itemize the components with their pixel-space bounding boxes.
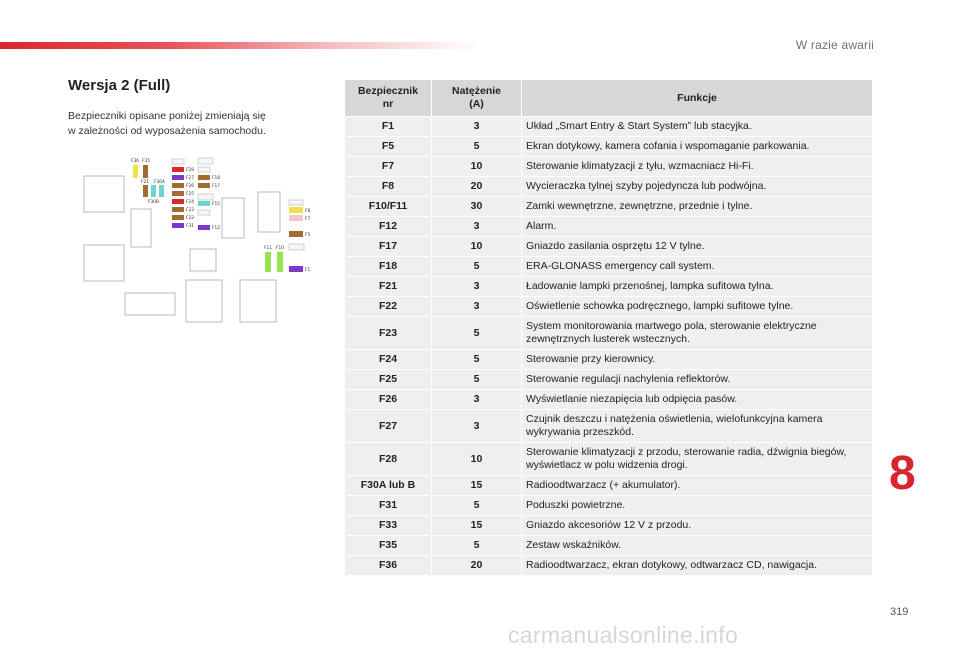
table-row — [345, 370, 873, 390]
fuse-amperage: 3 — [432, 117, 522, 137]
fuse-number: F8 — [345, 177, 432, 197]
diagram-slot — [289, 200, 303, 205]
fuse-amperage: 3 — [432, 297, 522, 317]
fuse-function: Radioodtwarzacz, ekran dotykowy, odtwarzacz CD, nawigacja. — [522, 556, 873, 576]
fuse-function: Oświetlenie schowka podręcznego, lampki sufitowe tylne. — [522, 297, 873, 317]
fuse-number: F23 — [345, 317, 432, 350]
fuse-function: Wyświetlanie niezapięcia lub odpięcia pasów. — [522, 390, 873, 410]
fuse-amperage: 5 — [432, 536, 522, 556]
intro-line: Bezpieczniki opisane poniżej zmieniają się — [68, 110, 266, 122]
fuse-label: F26 — [186, 184, 194, 189]
fuse-amperage: 10 — [432, 443, 522, 476]
fuse-function: Sterowanie przy kierownicy. — [522, 350, 873, 370]
fuse-f12 — [198, 225, 210, 230]
diagram-slot — [125, 293, 175, 315]
fuse-f25 — [172, 191, 184, 196]
fuse-function: Zamki wewnętrzne, zewnętrzne, przednie i tylne. — [522, 197, 873, 217]
fuse-amperage: 3 — [432, 277, 522, 297]
table-row — [345, 257, 873, 277]
fuse-f10 — [277, 252, 283, 272]
table-row — [345, 297, 873, 317]
fuse-number: F27 — [345, 410, 432, 443]
fuse-amperage: 5 — [432, 350, 522, 370]
fuse-function: Gniazdo akcesoriów 12 V z przodu. — [522, 516, 873, 536]
table-row — [345, 476, 873, 496]
fuse-number: F36 — [345, 556, 432, 576]
table-row — [345, 237, 873, 257]
diagram-slot — [222, 198, 244, 238]
fuse-label: F8 — [305, 209, 311, 214]
section-title: W razie awarii — [795, 38, 874, 52]
diagram-slot — [240, 280, 276, 322]
fuse-label: F25 — [186, 192, 194, 197]
diagram-slot — [84, 176, 124, 212]
fuse-f18 — [198, 175, 210, 180]
fuse-label: F30B — [148, 200, 159, 205]
fuse-label: F1 — [305, 268, 311, 273]
diagram-slot — [190, 249, 216, 271]
fuse-label: F27 — [186, 176, 194, 181]
table-row — [345, 390, 873, 410]
header-functions: Funkcje — [522, 80, 873, 117]
fuse-amperage: 5 — [432, 496, 522, 516]
table-row — [345, 350, 873, 370]
diagram-slot — [131, 209, 151, 247]
table-row — [345, 317, 873, 350]
fuse-f7 — [289, 215, 303, 221]
table-row — [345, 410, 873, 443]
fuse-amperage: 20 — [432, 556, 522, 576]
fuse-f30a — [151, 185, 156, 197]
fuse-f30a — [159, 185, 164, 197]
fuse-number: F7 — [345, 157, 432, 177]
watermark: carmanualsonline.info — [508, 622, 739, 648]
fuse-number: F26 — [345, 390, 432, 410]
fuse-f31 — [172, 223, 184, 228]
page-number: 319 — [890, 606, 909, 618]
table-row — [345, 556, 873, 576]
diagram-slot — [289, 244, 304, 250]
fuse-amperage: 10 — [432, 237, 522, 257]
table-row — [345, 277, 873, 297]
header-fuse: Bezpiecznik nr — [345, 80, 432, 117]
fuse-label: F10 — [276, 246, 284, 251]
fuse-label: F11 — [264, 246, 272, 251]
fuse-function: Czujnik deszczu i natężenia oświetlenia, wielofunkcyjna kamera wykrywania przeszkód. — [522, 410, 873, 443]
fuse-amperage: 5 — [432, 317, 522, 350]
fuse-f5 — [289, 231, 303, 237]
fuse-f35 — [143, 165, 148, 178]
fuse-amperage: 15 — [432, 516, 522, 536]
diagram-slot — [84, 245, 124, 281]
fuse-function: ERA-GLONASS emergency call system. — [522, 257, 873, 277]
fuse-label: F21 — [141, 180, 149, 185]
fuse-f15 — [198, 201, 210, 206]
fuse-number: F28 — [345, 443, 432, 476]
fuse-label: F5 — [305, 233, 311, 238]
fuse-f36 — [133, 165, 138, 178]
diagram-slot — [198, 194, 213, 200]
header-accent-bar — [0, 42, 480, 49]
fuse-number: F10/F11 — [345, 197, 432, 217]
table-row — [345, 536, 873, 556]
fuse-amperage: 5 — [432, 137, 522, 157]
fuse-amperage: 3 — [432, 217, 522, 237]
fuse-number: F33 — [345, 516, 432, 536]
fuse-number: F5 — [345, 137, 432, 157]
fuse-label: F7 — [305, 217, 311, 222]
diagram-slot — [198, 158, 213, 164]
fuse-f8 — [289, 207, 303, 213]
fuse-amperage: 3 — [432, 410, 522, 443]
fuse-table — [344, 79, 873, 576]
fuse-number: F12 — [345, 217, 432, 237]
fuse-number: F1 — [345, 117, 432, 137]
fuse-f11 — [265, 252, 271, 272]
fuse-number: F24 — [345, 350, 432, 370]
fuse-label: F15 — [212, 202, 220, 207]
fuse-function: Sterowanie klimatyzacji z tyłu, wzmacniacz Hi-Fi. — [522, 157, 873, 177]
fuse-label: F23 — [186, 208, 194, 213]
fuse-f17 — [198, 183, 210, 188]
fuse-amperage: 5 — [432, 257, 522, 277]
fuse-label: F35 — [142, 159, 150, 164]
table-header-row — [345, 80, 873, 117]
fuse-function: Sterowanie regulacji nachylenia reflektorów. — [522, 370, 873, 390]
fuse-label: F24 — [186, 200, 194, 205]
fuse-number: F21 — [345, 277, 432, 297]
table-row — [345, 197, 873, 217]
fuse-function: Poduszki powietrzne. — [522, 496, 873, 516]
fuse-function: Gniazdo zasilania osprzętu 12 V tylne. — [522, 237, 873, 257]
fuse-function: System monitorowania martwego pola, sterowanie elektryczne zewnętrznych lusterek wstecznych. — [522, 317, 873, 350]
fuse-label: F17 — [212, 184, 220, 189]
fuse-number: F30A lub B — [345, 476, 432, 496]
fuse-number: F22 — [345, 297, 432, 317]
table-row — [345, 217, 873, 237]
diagram-slot — [172, 159, 184, 164]
fuse-amperage: 15 — [432, 476, 522, 496]
diagram-slot — [198, 167, 210, 172]
fuse-amperage: 3 — [432, 390, 522, 410]
fuse-number: F18 — [345, 257, 432, 277]
fuse-label: F18 — [212, 176, 220, 181]
fuse-box-diagram — [78, 152, 323, 330]
fuse-function: Wycieraczka tylnej szyby pojedyncza lub podwójna. — [522, 177, 873, 197]
fuse-f1 — [289, 266, 303, 272]
page-title: Wersja 2 (Full) — [68, 77, 171, 94]
fuse-number: F17 — [345, 237, 432, 257]
table-row — [345, 157, 873, 177]
table-row — [345, 516, 873, 536]
intro-line: w zależności od wyposażenia samochodu. — [68, 125, 266, 137]
fuse-amperage: 30 — [432, 197, 522, 217]
fuse-f23 — [172, 207, 184, 212]
fuse-label: F30A — [154, 180, 165, 185]
fuse-function: Ładowanie lampki przenośnej, lampka sufitowa tylna. — [522, 277, 873, 297]
fuse-f22 — [172, 215, 184, 220]
fuse-f24 — [172, 199, 184, 204]
intro-text — [68, 109, 318, 139]
fuse-function: Sterowanie klimatyzacji z przodu, sterowanie radia, dźwignia biegów, wyświetlacz w polu widzenia drogi. — [522, 443, 873, 476]
diagram-slot — [258, 192, 280, 232]
fuse-label: F22 — [186, 216, 194, 221]
table-row — [345, 117, 873, 137]
fuse-label: F28 — [186, 168, 194, 173]
fuse-function: Alarm. — [522, 217, 873, 237]
fuse-f27 — [172, 175, 184, 180]
fuse-function: Zestaw wskaźników. — [522, 536, 873, 556]
fuse-f21 — [143, 185, 148, 197]
fuse-function: Ekran dotykowy, kamera cofania i wspomaganie parkowania. — [522, 137, 873, 157]
fuse-function: Radioodtwarzacz (+ akumulator). — [522, 476, 873, 496]
diagram-slot — [186, 280, 222, 322]
fuse-f28 — [172, 167, 184, 172]
chapter-number: 8 — [889, 447, 916, 500]
table-row — [345, 137, 873, 157]
fuse-label: F31 — [186, 224, 194, 229]
fuse-function: Układ „Smart Entry & Start System” lub stacyjka. — [522, 117, 873, 137]
header-amperage: Natężenie (A) — [432, 80, 522, 117]
fuse-amperage: 10 — [432, 157, 522, 177]
table-row — [345, 496, 873, 516]
fuse-label: F36 — [131, 159, 139, 164]
table-row — [345, 443, 873, 476]
diagram-slot — [198, 210, 210, 215]
fuse-number: F31 — [345, 496, 432, 516]
fuse-label: F12 — [212, 226, 220, 231]
fuse-f26 — [172, 183, 184, 188]
fuse-number: F25 — [345, 370, 432, 390]
fuse-number: F35 — [345, 536, 432, 556]
table-row — [345, 177, 873, 197]
fuse-amperage: 20 — [432, 177, 522, 197]
fuse-amperage: 5 — [432, 370, 522, 390]
